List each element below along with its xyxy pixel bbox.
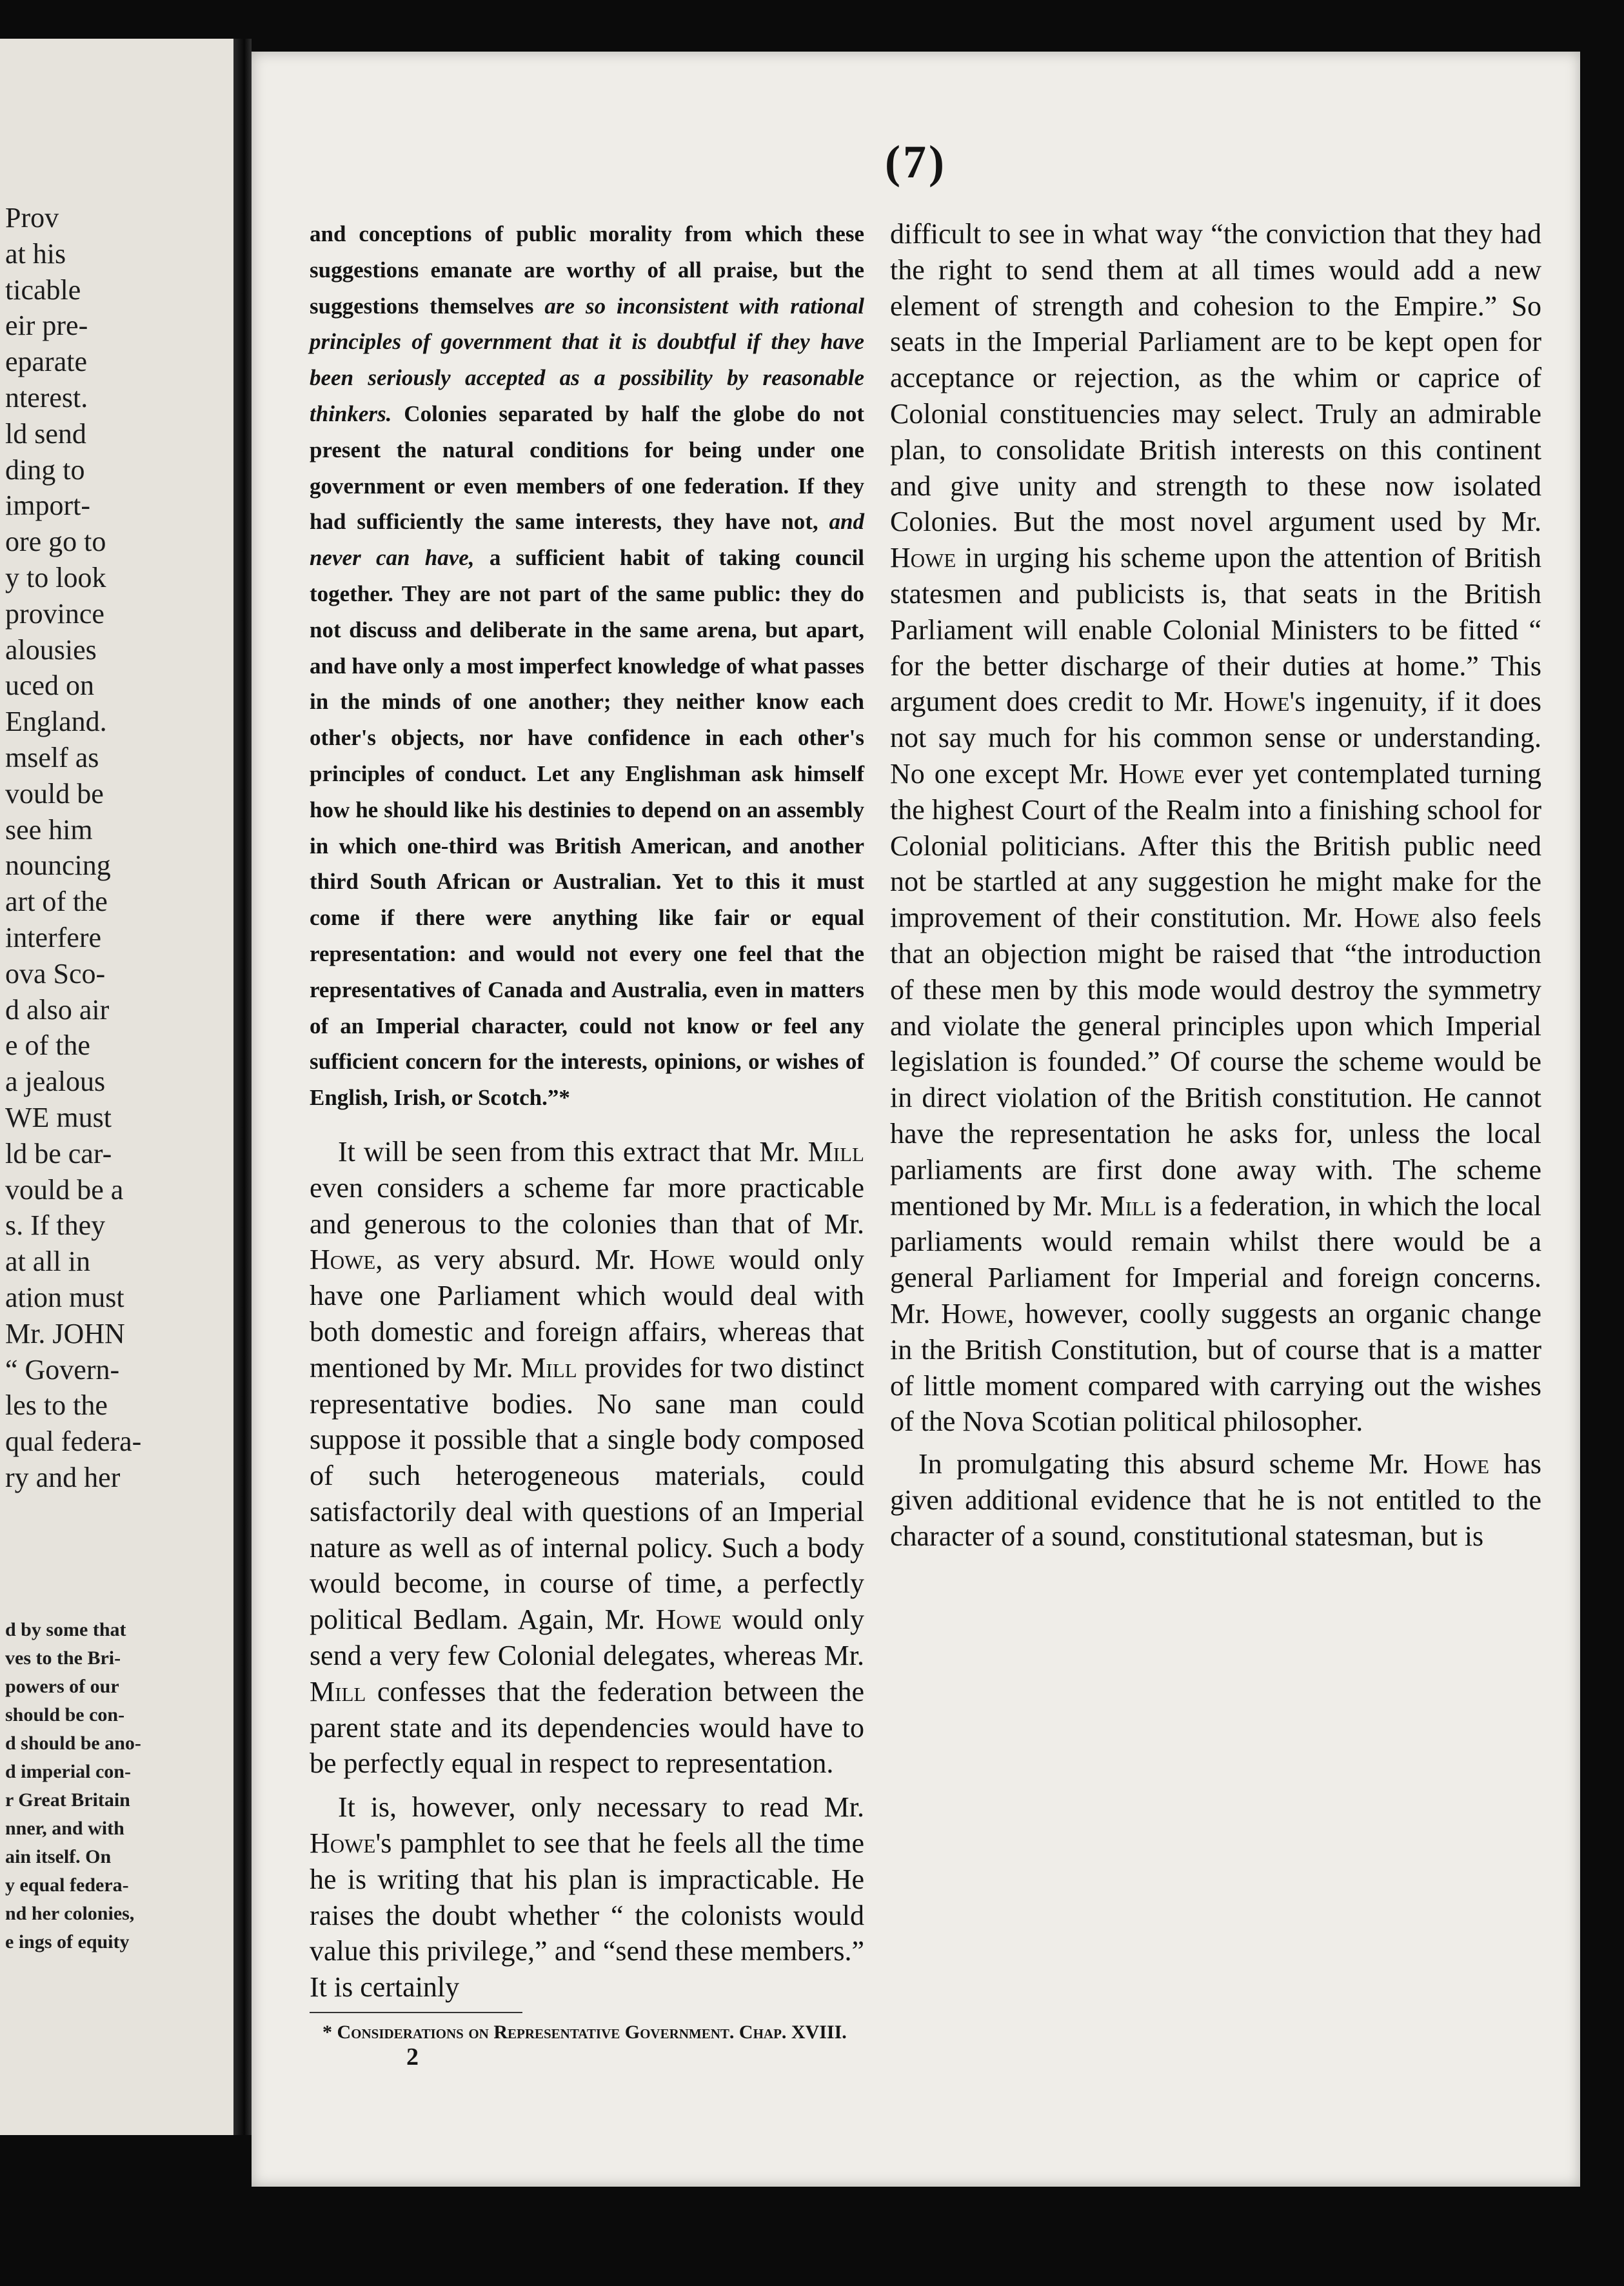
footnote: * Considerations on Representative Government. Chap. XVIII.	[322, 2022, 847, 2043]
quote-text: a sufficient habit of taking council together. They are not part of the same public: they do not discuss and deliberate in the same arena, but apart, and have only a most imperfect knowledge of what passes in the minds of one another; they neither know each other's objects, nor have confidence in each other's principles of conduct. Let any Englishman ask himself how he should like his destinies to depend on an assembly in which one-third was British American, and another third South African or Australian. Yet to this it must come if there were anything like fair or equal representation: and would not every one feel that the representatives of Canada and Australia, even in matters of an Imperial character, could not know or feel any sufficient concern for the interests, opinions, or wishes of English, Irish, or Scotch.”*	[310, 545, 864, 1111]
facing-page-line: interfere	[5, 922, 101, 953]
name-howe: Howe	[941, 1297, 1007, 1329]
body-text: , as very absurd. Mr.	[375, 1244, 649, 1276]
body-text: difficult to see in what way “the conviction that they had the right to send them at all times would add a new element of strength and cohesion to the Empire.” So seats in the Imperial Parliament are to be kept open for acceptance or rejection, as the whim or caprice of Colonial constituencies may select. Truly an admirable plan, to consolidate British interests on this continent and give unity and strength to these now isolated Colonies. But the most novel argument used by Mr.	[890, 218, 1541, 538]
name-howe: Howe	[310, 1827, 376, 1860]
facing-page-line: ation must	[5, 1282, 124, 1313]
body-text: is a federation, in which the local parliaments would remain whilst there would be a general Parliament for Imperial and foreign concerns. Mr.	[890, 1189, 1541, 1329]
quote-text: Colonies separated by half the globe do not present the natural conditions for being under one government or even members of one federation. If they had sufficiently the same interests, they have not,	[310, 401, 864, 535]
facing-page-line: y to look	[5, 562, 106, 593]
body-text: provides for two distinct representative bodies. No sane man could suppose it possible that a single body composed of such heterogeneous materials, could satisfactorily deal with questions of an Imperial nature as well as of internal policy. Such a body would become, in course of time, a perfectly political Bedlam. Again, Mr.	[310, 1351, 864, 1636]
body-text: even considers a scheme far more practicable and generous to the colonies than that of Mr.	[310, 1171, 864, 1240]
facing-page-line: qual federa-	[5, 1426, 142, 1458]
body-text: It is, however, only necessary to read Mr.	[338, 1791, 864, 1824]
name-howe: Howe	[1423, 1448, 1490, 1480]
facing-page-line: at all in	[5, 1246, 90, 1278]
facing-page-line: ore go to	[5, 526, 106, 558]
book-gutter	[233, 39, 252, 2135]
facing-page-line: vould be	[5, 777, 104, 810]
signature-mark: 2	[406, 2043, 419, 2071]
footnote-rule	[310, 2012, 522, 2013]
name-mill: Mill	[1100, 1189, 1156, 1222]
facing-page-line: eparate	[5, 346, 87, 378]
name-howe: Howe	[649, 1244, 715, 1276]
name-howe: Howe	[310, 1244, 376, 1276]
quote-italic-text: and never can have,	[310, 509, 864, 571]
facing-page-line: nouncing	[5, 850, 111, 882]
left-column	[310, 216, 864, 2071]
name-howe: Howe	[1118, 757, 1185, 790]
quote-italic-text: are so inconsistent with rational principles of government that it is doubtful if they have been seriously accepted as a possibility by reasonable thinkers.	[310, 293, 864, 426]
facing-page-line: province	[5, 597, 104, 630]
body-text: would only have one Parliament which would deal with both domestic and foreign affairs, whereas that mentioned by Mr.	[310, 1244, 864, 1384]
quote-text: and conceptions of public morality from which these suggestions emanate are worthy of all praise, but the suggestions themselves	[310, 221, 864, 319]
name-howe: Howe	[890, 542, 956, 574]
facing-page-line: WE must	[5, 1102, 112, 1133]
facing-page-note-line: nner, and with	[5, 1818, 124, 1839]
name-howe: Howe	[1223, 686, 1290, 718]
main-page	[252, 52, 1580, 2187]
facing-page-line: nterest.	[5, 382, 88, 413]
facing-page-line: s. If they	[5, 1209, 106, 1242]
block-quote	[310, 216, 864, 1116]
body-text: , however, coolly suggests an organic change in the British Constitution, but of course that is a matter of little moment compared with carrying out the wishes of the Nova Scotian political philosopher.	[890, 1297, 1541, 1438]
facing-page-note-line: nd her colonies,	[5, 1903, 135, 1924]
facing-page-line: mself as	[5, 742, 99, 773]
body-text: It will be seen from this extract that Mr.	[338, 1135, 808, 1168]
facing-page-note-line: d by some that	[5, 1619, 126, 1640]
body-text: also feels that an objection might be raised that “the introduction of these men by this mode would destroy the symmetry and violate the general principles upon which Imperial legislation is founded.” Of course the scheme would be in direct violation of the British constitution. He cannot have the representation he asks for, unless the local parliaments are first done away with. The scheme mentioned by Mr.	[890, 902, 1542, 1222]
facing-page-note-line: ain itself. On	[5, 1846, 112, 1867]
body-text: 's pamphlet to see that he feels all the time he is writing that his plan is impracticable. He raises the doubt whether “ the colonists would value this privilege,” and “send these members.” It is certainly	[310, 1827, 864, 2003]
body-text: In promulgating this absurd scheme Mr.	[918, 1448, 1423, 1480]
facing-page-line: vould be a	[5, 1173, 124, 1206]
facing-page-line: ld send	[5, 417, 86, 450]
facing-page-line: England.	[5, 706, 107, 738]
body-text: confesses that the federation between the parent state and its dependencies would have to be perfectly equal in respect to representation.	[310, 1675, 864, 1780]
right-column	[890, 216, 1541, 1554]
facing-page-note-line: should be con-	[5, 1704, 125, 1725]
facing-page-note-line: d imperial con-	[5, 1761, 131, 1782]
facing-page-note-line: powers of our	[5, 1676, 119, 1697]
body-text: 's ingenuity, if it does not say much for his common sense or understanding. No one except Mr.	[890, 686, 1542, 790]
facing-page-line: see him	[5, 813, 93, 846]
name-mill: Mill	[310, 1675, 366, 1707]
facing-page-line: e of the	[5, 1029, 90, 1062]
facing-page-line: Prov	[5, 202, 59, 234]
name-mill: Mill	[520, 1351, 577, 1384]
paragraph-mill-comparison	[310, 1134, 864, 1782]
page-number: (7)	[885, 136, 947, 188]
paragraph-conviction	[890, 216, 1541, 1440]
facing-page-note-line: ves to the Bri-	[5, 1647, 121, 1669]
body-text: in urging his scheme upon the attention of British statesmen and publicists is, that seats in the British Parliament will enable Colonial Ministers to be fitted “ for the better discharge of their duties at home.” This argument does credit to Mr.	[890, 542, 1541, 718]
name-mill: Mill	[807, 1135, 864, 1168]
facing-page-line: ova Sco-	[5, 957, 106, 989]
facing-page-line: a jealous	[5, 1066, 106, 1098]
body-text: has given additional evidence that he is not entitled to the character of a sound, constitutional statesman, but is	[890, 1448, 1541, 1552]
facing-page-note-line: d should be ano-	[5, 1733, 141, 1754]
name-howe: Howe	[655, 1604, 722, 1636]
facing-page-line: ding to	[5, 453, 85, 486]
body-text: ever yet contemplated turning the highest Court of the Realm into a finishing school for Colonial politicians. After this the British public need not be startled at any suggestion he might make for the improvement of their constitution. Mr.	[890, 757, 1541, 934]
facing-page-fragment	[0, 39, 233, 2135]
facing-page-line: uced on	[5, 670, 95, 702]
facing-page-line: import-	[5, 490, 90, 522]
facing-page-note-line: y equal federa-	[5, 1874, 129, 1896]
name-howe: Howe	[1354, 902, 1420, 934]
facing-page-line: “ Govern-	[5, 1353, 120, 1386]
facing-page-line: ry and her	[5, 1462, 121, 1493]
paragraph-promulgating	[890, 1446, 1541, 1554]
facing-page-line: eir pre-	[5, 310, 88, 342]
facing-page-line: Mr. JOHN	[5, 1317, 125, 1349]
facing-page-line: ticable	[5, 273, 81, 306]
facing-page-line: alousies	[5, 633, 97, 666]
paragraph-pamphlet	[310, 1789, 864, 2005]
facing-page-line: d also air	[5, 993, 110, 1026]
body-text: would only send a very few Colonial delegates, whereas Mr.	[310, 1604, 864, 1672]
facing-page-line: les to the	[5, 1389, 108, 1422]
facing-page-note-line: r Great Britain	[5, 1789, 130, 1811]
facing-page-line: ld be car-	[5, 1137, 112, 1169]
facing-page-line: art of the	[5, 886, 108, 918]
facing-page-note-line: e ings of equity	[5, 1931, 130, 1953]
facing-page-line: at his	[5, 237, 66, 270]
